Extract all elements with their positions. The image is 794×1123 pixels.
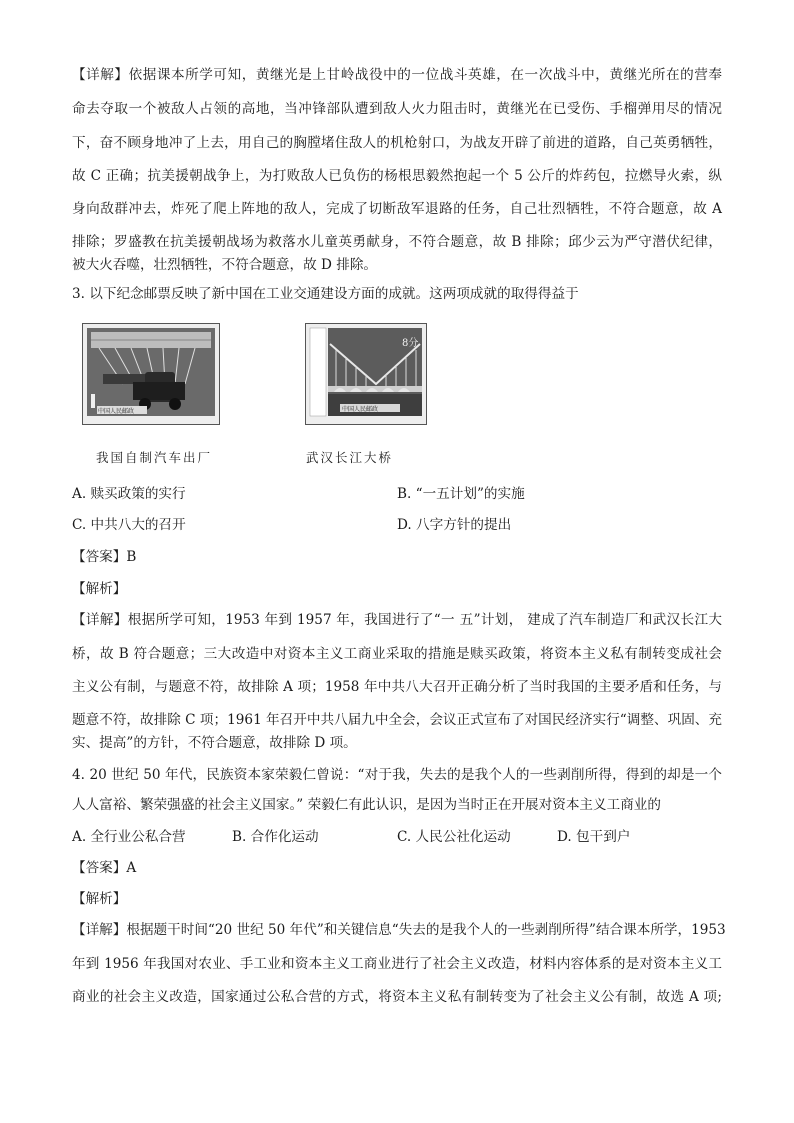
q4-answer: 【答案】A: [72, 860, 137, 876]
q4-option-b: B. 合作化运动: [232, 829, 319, 845]
para1-line-2: 命去夺取一个被敌人占领的高地，当冲锋部队遭到敌人火力阻击时，黄继光在已受伤、手榴弹用尽的情况: [72, 101, 722, 117]
q4-option-d: D. 包干到户: [557, 829, 631, 845]
q4-stem-line-2: 人人富裕、繁荣强盛的社会主义国家。” 荣毅仁有此认识，是因为当时正在开展对资本主义工商业的: [72, 797, 661, 813]
q4-detail-line-3: 商业的社会主义改造，国家通过公私合营的方式，将资本主义私有制转变为了社会主义公有制，故选 A 项;: [72, 989, 722, 1005]
q4-detail-line-2: 年到 1956 年我国对农业、手工业和资本主义工商业进行了社会主义改造，材料内容体系的是对资本主义工: [72, 956, 722, 972]
para1-line-4: 故 C 正确；抗美援朝战争上，为打败敌人已负伤的杨根思毅然抱起一个 5 公斤的炸药包，拉燃导火索，纵: [72, 168, 722, 184]
q3-option-b: B. “一五计划”的实施: [397, 486, 525, 502]
q3-option-a: A. 赎买政策的实行: [72, 486, 186, 502]
stamp-truck-image: [82, 323, 220, 425]
q3-option-c: C. 中共八大的召开: [72, 517, 186, 533]
q3-detail-line-2: 桥，故 B 符合题意；三大改造中对资本主义工商业采取的措施是赎买政策，将资本主义私有制转变成社会: [72, 646, 722, 662]
q3-stem: 3. 以下纪念邮票反映了新中国在工业交通建设方面的成就。这两项成就的取得得益于: [72, 286, 579, 302]
stamp1-text: 中国人民邮政: [98, 408, 135, 415]
para1-line-5: 身向敌群冲去，炸死了爬上阵地的敌人，完成了切断敌军退路的任务，自己壮烈牺牲，不符合题意，故 A: [72, 201, 722, 217]
stamp2-value: 8分: [402, 338, 419, 349]
stamp-bridge-image: [305, 323, 427, 425]
stamp2-text: 中国人民邮政: [342, 406, 379, 413]
q4-detail-line-1: 【详解】根据题干时间“20 世纪 50 年代”和关键信息“失去的是我个人的一些剥削所得”结合课本所学，1953: [72, 922, 726, 938]
q4-stem-line-1: 4. 20 世纪 50 年代，民族资本家荣毅仁曾说：“对于我，失去的是我个人的一些剥削所得，得到的却是一个: [72, 767, 722, 783]
q3-analysis-heading: 【解析】: [72, 581, 127, 597]
q3-detail-line-5: 实、提高”的方针，不符合题意，故排除 D 项。: [72, 735, 357, 751]
stamp2-caption: 武汉长江大桥: [306, 450, 394, 465]
stamp1-caption: 我国自制汽车出厂: [96, 450, 213, 465]
q3-detail-line-4: 题意不符，故排除 C 项；1961 年召开中共八届九中全会，会议正式宣布了对国民经济实行“调整、巩固、充: [72, 712, 722, 728]
q3-detail-line-1: 【详解】根据所学可知，1953 年到 1957 年，我国进行了“一 五”计划， 建成了汽车制造厂和武汉长江大: [72, 612, 722, 628]
para1-line-7: 被大火吞噬，壮烈牺牲，不符合题意，故 D 排除。: [72, 257, 378, 273]
para1-line-6: 排除；罗盛教在抗美援朝战场为救落水儿童英勇献身，不符合题意，故 B 排除；邱少云为严守潜伏纪律，: [72, 234, 722, 250]
q3-detail-line-3: 主义公有制，与题意不符，故排除 A 项；1958 年中共八大召开正确分析了当时我国的主要矛盾和任务，与: [72, 679, 722, 695]
para1-line-3: 下，奋不顾身地冲了上去，用自己的胸膛堵住敌人的机枪射口，为战友开辟了前进的道路，自己英勇牺牲，: [72, 135, 722, 151]
q4-option-c: C. 人民公社化运动: [397, 829, 511, 845]
q3-answer: 【答案】B: [72, 549, 137, 565]
q4-analysis-heading: 【解析】: [72, 891, 127, 907]
q3-option-d: D. 八字方针的提出: [397, 517, 512, 533]
para1-line-1: 【详解】依据课本所学可知，黄继光是上甘岭战役中的一位战斗英雄，在一次战斗中，黄继光所在的营奉: [72, 67, 722, 83]
q4-option-a: A. 全行业公私合营: [72, 829, 186, 845]
